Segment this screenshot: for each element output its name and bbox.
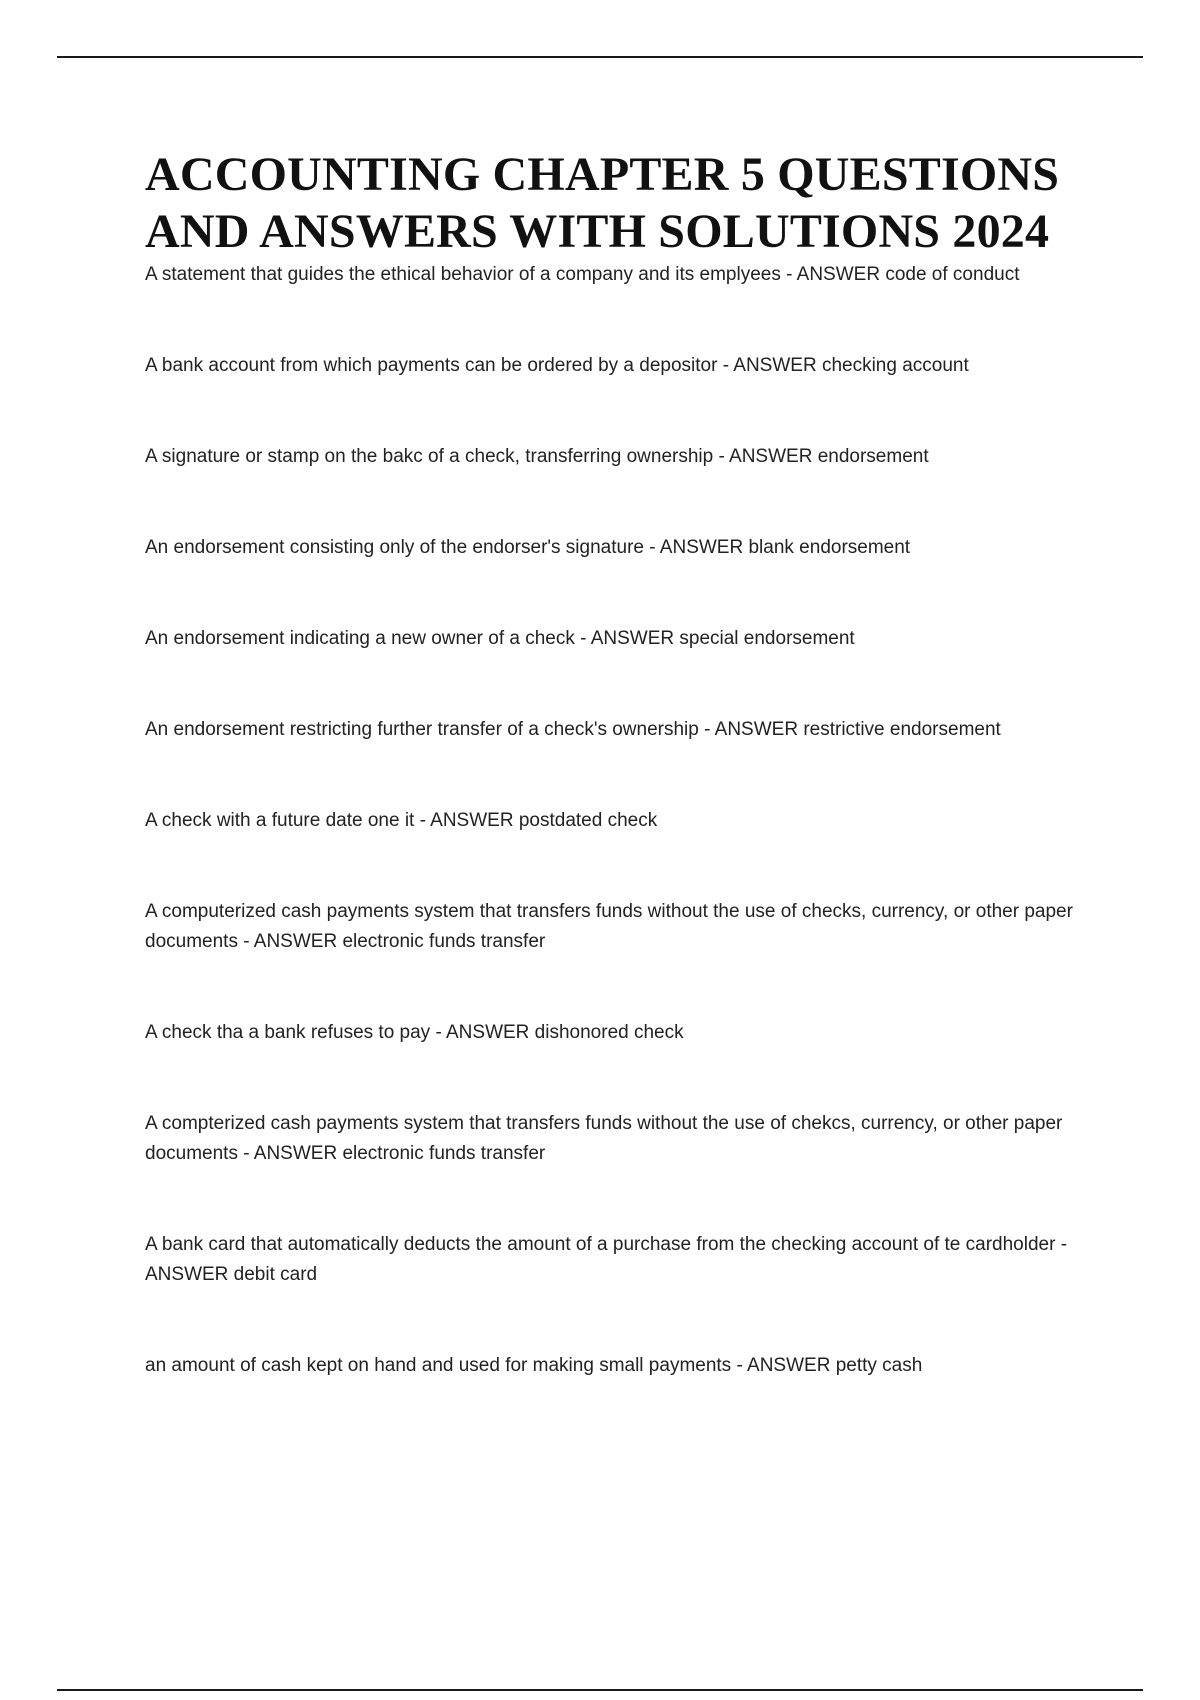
qa-item: An endorsement consisting only of the endorser's signature - ANSWER blank endorsement — [145, 537, 911, 558]
qa-item: A signature or stamp on the bakc of a check, transferring ownership - ANSWER endorsement — [145, 446, 929, 467]
top-rule — [57, 56, 1143, 58]
qa-item: an amount of cash kept on hand and used for making small payments - ANSWER petty cash — [145, 1355, 923, 1376]
qa-item: A bank card that automatically deducts the amount of a purchase from the checking account of te cardholder - ANSWER debit card — [145, 1234, 1068, 1285]
document-title: ACCOUNTING CHAPTER 5 QUESTIONS AND ANSWERS WITH SOLUTIONS 2024 — [145, 148, 1060, 258]
qa-item: A bank account from which payments can be ordered by a depositor - ANSWER checking account — [145, 355, 969, 376]
qa-item: An endorsement restricting further transfer of a check's ownership - ANSWER restrictive endorsement — [145, 719, 1001, 740]
bottom-rule — [57, 1689, 1143, 1691]
qa-item: A compterized cash payments system that transfers funds without the use of chekcs, currency, or other paper documents - ANSWER electronic funds transfer — [145, 1113, 1063, 1164]
qa-item: An endorsement indicating a new owner of a check - ANSWER special endorsement — [145, 628, 855, 649]
document-body — [145, 146, 1095, 1381]
qa-item: A statement that guides the ethical behavior of a company and its emplyees - ANSWER code of conduct — [145, 264, 1020, 285]
qa-list — [145, 260, 1095, 1381]
qa-item: A check tha a bank refuses to pay - ANSWER dishonored check — [145, 1022, 684, 1043]
qa-item: A check with a future date one it - ANSWER postdated check — [145, 810, 658, 831]
qa-item: A computerized cash payments system that transfers funds without the use of checks, currency, or other paper documents - ANSWER electronic funds transfer — [145, 901, 1073, 952]
